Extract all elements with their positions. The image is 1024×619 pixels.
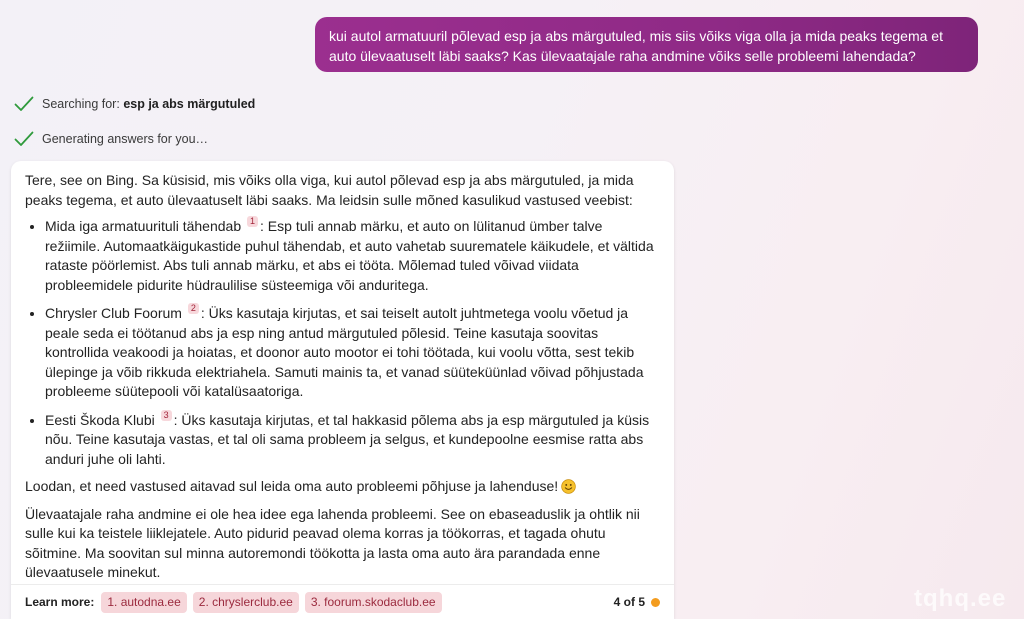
searching-query: esp ja abs märgutuled (123, 97, 256, 111)
watermark: tqhq.ee (914, 585, 1007, 612)
check-icon (14, 96, 34, 112)
bot-answer-card (11, 161, 674, 619)
searching-prefix: Searching for: (42, 97, 120, 111)
list-item (45, 216, 660, 295)
citation-badge[interactable]: 2 (188, 303, 199, 314)
source-text: : Üks kasutaja kirjutas, et tal hakkasid põlema abs ja esp märgutuled ja küsis nõu. Teine kasutaja vastas, et tal oli sama probleem ja selgus, et kundepoolne eesmise ratta abs anduri juhe oli lahti. (45, 411, 650, 467)
source-link-chryslerclub[interactable]: 2. chryslerclub.ee (193, 592, 299, 613)
bribe-text: Ülevaatajale raha andmine ei ole hea idee ega lahenda probleemi. See on ebaseaduslik ja ohtlik nii sulle kui ka teistele liiklejatele. Auto pidurid peavad olema korras ja töökorras, et tagada ohutu sõitmine. Ma soovitan sul minna autoremondi töökotta ja lasta oma auto ära parandada enne ülevaatusele minekut. (25, 505, 640, 580)
status-searching (14, 94, 255, 114)
list-item (45, 303, 660, 402)
citation-badge[interactable]: 3 (161, 410, 172, 421)
source-text: : Esp tuli annab märku, et auto on lülitanud ümber talve režiimile. Automaatkäigukastide puhul tähendab, et auto vahetab suurematele käikudele, et vältida rataste pöörlemist. Abs tuli annab märku, et abs ei tööta. Mõlemad tuled võivad viidata probleemidele pidurite hüdraulilise süsteemiga või anduritega. (45, 218, 654, 293)
answer-intro: Tere, see on Bing. Sa küsisid, mis võiks olla viga, kui autol põlevad esp ja abs märgutuled, ja mida peaks tegema, et auto ülevaatuselt läbi saaks. Ma leidsin sulle mõned kasulikud vastused veebist: (25, 172, 634, 208)
closing-text: Loodan, et need vastused aitavad sul leida oma auto probleemi põhjuse ja lahenduse! (25, 478, 559, 494)
source-list (25, 216, 660, 469)
citation-badge[interactable]: 1 (247, 216, 258, 227)
source-link-skodaclub[interactable]: 3. foorum.skodaclub.ee (305, 592, 442, 613)
user-message-bubble (315, 17, 978, 72)
response-count-text: 4 of 5 (613, 595, 645, 609)
source-title: Mida iga armatuurituli tähendab (45, 218, 242, 234)
learn-more-bar (11, 584, 674, 619)
answer-closing (25, 477, 660, 497)
user-message-text: kui autol armatuuril põlevad esp ja abs märgutuled, mis siis võiks viga olla ja mida peaks tegema et auto ülevaatuselt läbi saaks? Kas ülevaatajale raha andmine võiks selle probleemi lahendada? (329, 28, 943, 64)
source-title: Chrysler Club Foorum (45, 305, 182, 321)
generating-text: Generating answers for you… (42, 132, 209, 146)
source-link-autodna[interactable]: 1. autodna.ee (101, 592, 186, 613)
list-item (45, 410, 660, 470)
learn-more-label: Learn more: (25, 595, 95, 609)
source-title: Eesti Škoda Klubi (45, 411, 155, 428)
smiley-emoji-icon (561, 479, 576, 494)
status-dot-icon (651, 598, 660, 607)
status-generating (14, 129, 208, 149)
check-icon (14, 131, 34, 147)
source-text: : Üks kasutaja kirjutas, et sai teiselt autolt juhtmetega voolu võetud ja peale seda ei töötanud abs ja esp ning antud märgutuled põlesid. Teine kasutaja soovitas kontrollida veakoodi ja hoiatas, et doonor auto mootor ei tohi töötada, kui voolu võtta, sest tekib ülepinge ja võib rikkuda elektriahela. Samuti mainis ta, et vanad süüteküünlad võivad põhjustada probleeme süütepooli või katalüsaatoriga. (45, 305, 644, 399)
response-counter (614, 595, 660, 609)
